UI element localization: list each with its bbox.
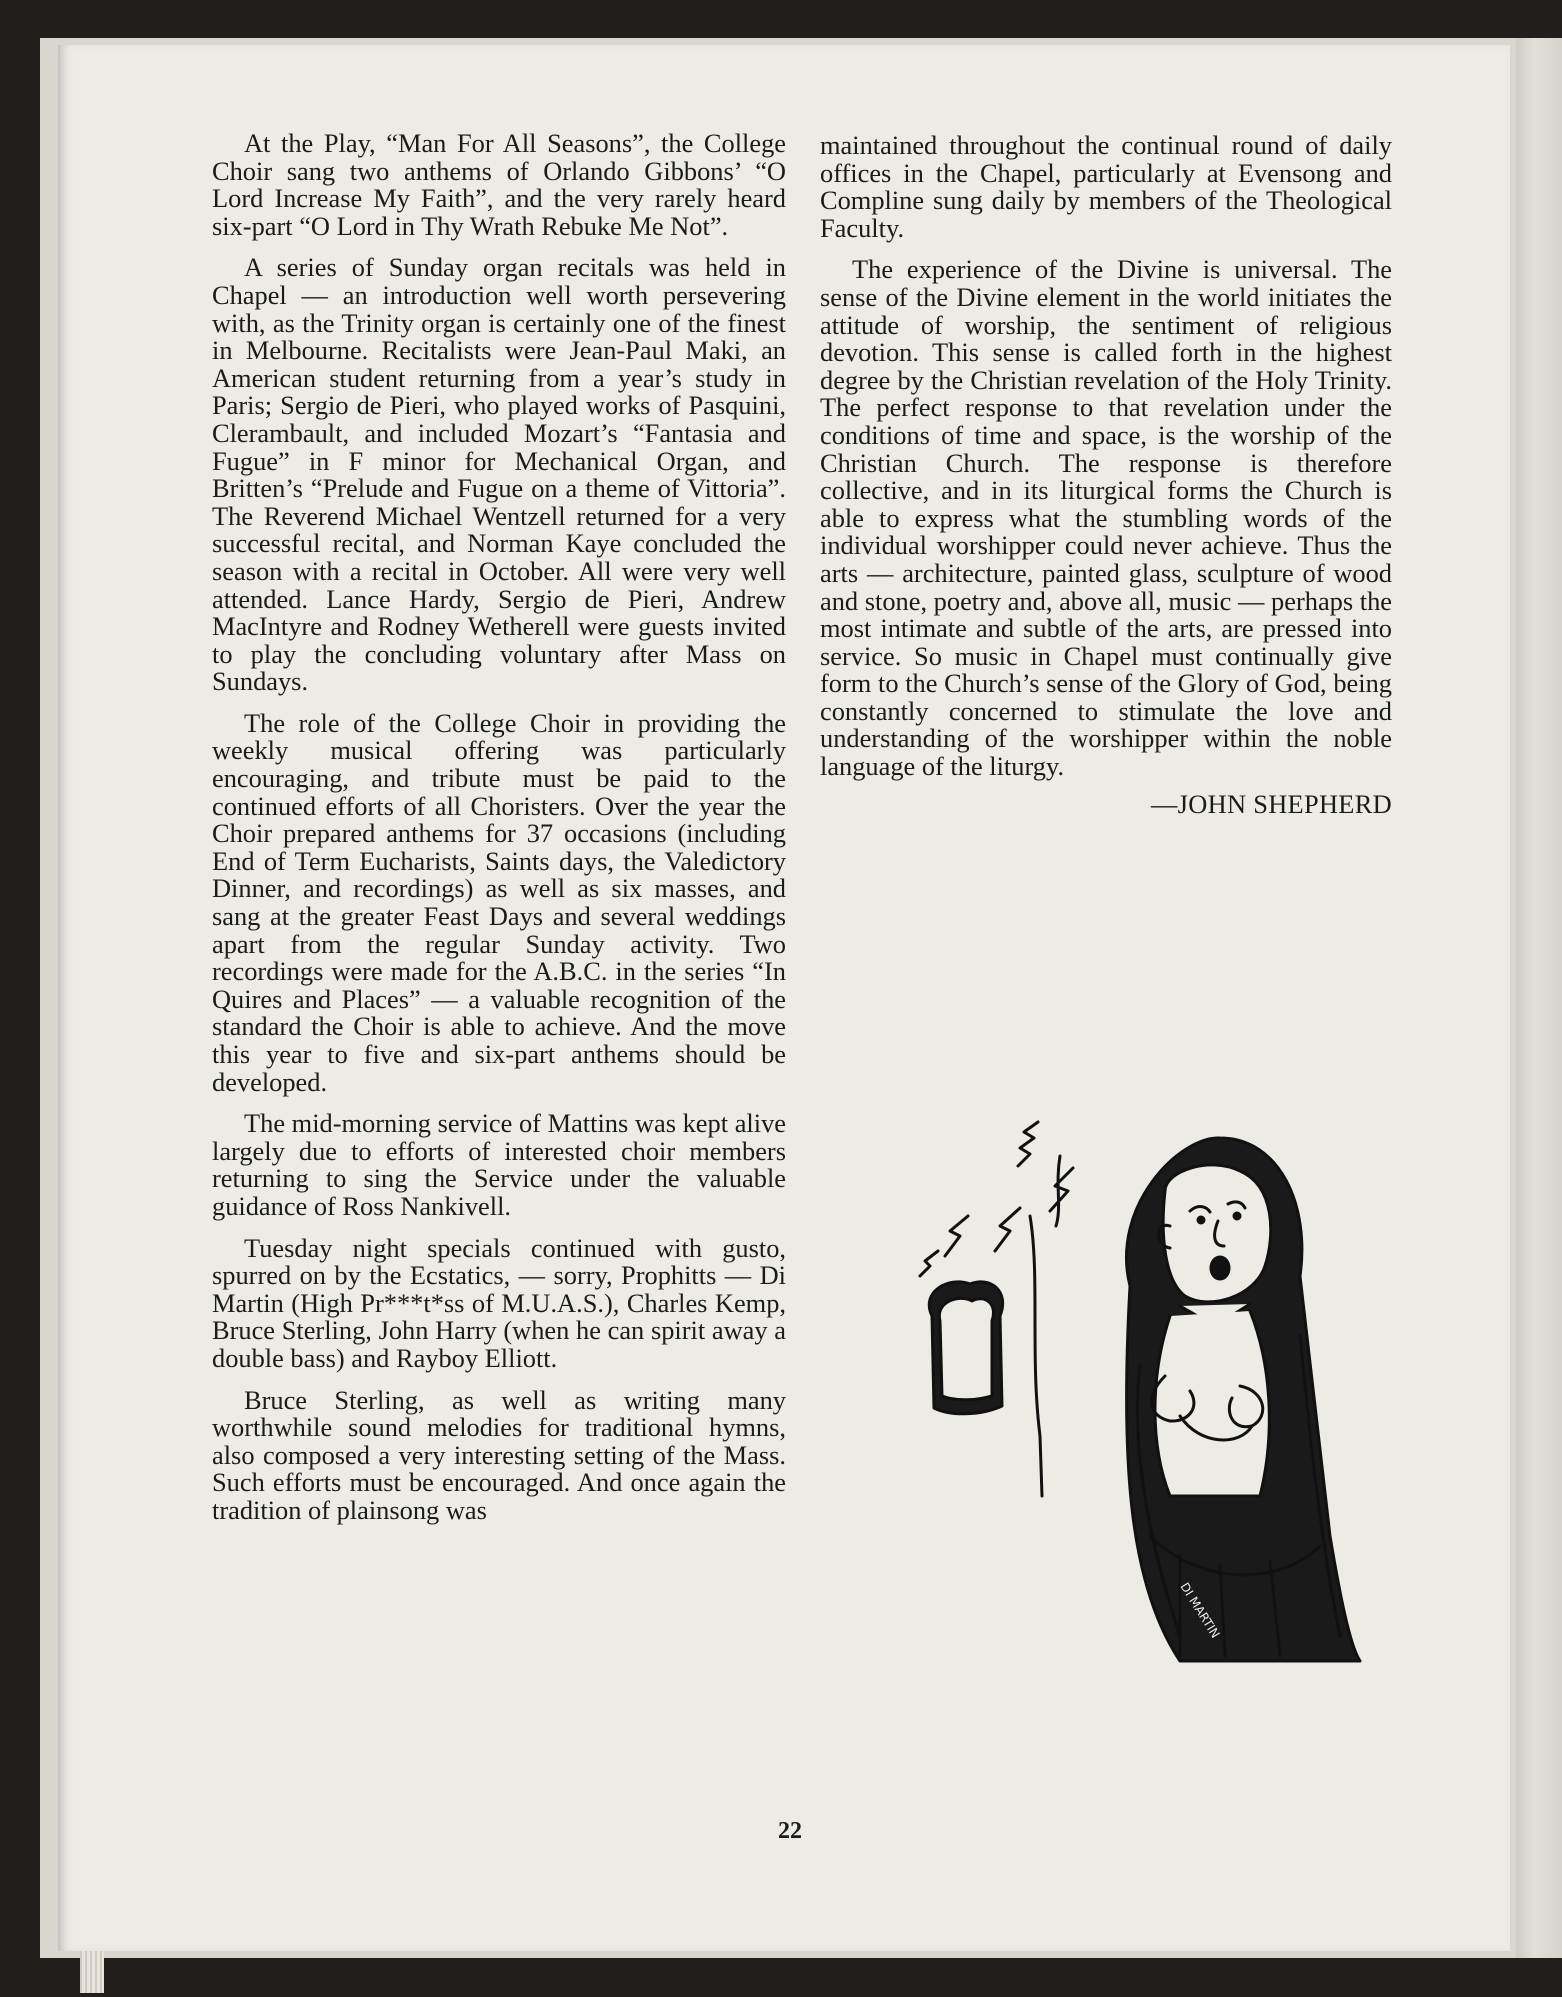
author-signature: —JOHN SHEPHERD	[1150, 788, 1392, 819]
left-column	[212, 130, 786, 1539]
right-column	[820, 132, 1392, 818]
robe-inscription: DI MARTIN	[1177, 1580, 1223, 1641]
paragraph: The experience of the Divine is universal. The sense of the Divine element in the world initiates the attitude of worship, the sentiment of religious devotion. This sense is called forth in the highest degree by the Christian revelation of the Holy Trinity. The perfect response to that revelation under the conditions of time and space, is the worship of the Christian Church. The response is therefore collective, and in its liturgical forms the Church is able to express what the stumbling words of the individual worshipper could never achieve. Thus the arts — architecture, painted glass, sculpture of wood and stone, poetry and, above all, music — perhaps the most intimate and subtle of the arts, are pressed into service. So music in Chapel must continually give form to the Church’s sense of the Glory of God, being constantly concerned to stimulate the love and understanding of the worshipper within the noble language of the liturgy.	[820, 254, 1392, 782]
facing-page-edge	[1516, 38, 1562, 1958]
paragraph: The mid-morning service of Mattins was kept alive largely due to efforts of interested choir members returning to sing the Service under the valuable guidance of Ross Nankivell.	[212, 1108, 786, 1221]
cartoon-choirboy-with-toast-icon	[880, 1116, 1400, 1676]
paragraph: Tuesday night specials continued with gusto, spurred on by the Ecstatics, — sorry, Prophitts — Di Martin (High Pr***t*ss of M.U.A.S.), Charles Kemp, Bruce Sterling, John Harry (when he can spirit away a double bass) and Rayboy Elliott.	[212, 1232, 786, 1373]
paragraph-continued: maintained throughout the continual round of daily offices in the Chapel, particularly at Evensong and Compline sung daily by members of the Theological Faculty.	[820, 130, 1392, 243]
paragraph: A series of Sunday organ recitals was held in Chapel — an introduction well worth persevering with, as the Trinity organ is certainly one of the finest in Melbourne. Recitalists were Jean-Paul Maki, an American student returning from a year’s study in Paris; Sergio de Pieri, who played works of Pasquini, Clerambault, and included Mozart’s “Fantasia and Fugue” in F minor for Mechanical Organ, and Britten’s “Prelude and Fugue on a theme of Vittoria”. The Reverend Michael Wentzell returned for a very successful recital, and Norman Kaye concluded the season with a recital in October. All were very well attended. Lance Hardy, Sergio de Pieri, Andrew MacIntyre and Rodney Wetherell were guests invited to play the concluding voluntary after Mass on Sundays.	[212, 252, 786, 697]
paragraph: The role of the College Choir in providing the weekly musical offering was particularly encouraging, and tribute must be paid to the continued efforts of all Choristers. Over the year the Choir prepared anthems for 37 occasions (including End of Term Eucharists, Saints days, the Valedictory Dinner, and recordings) as well as six masses, and sang at the greater Feast Days and several weddings apart from the regular Sunday activity. Two recordings were made for the A.B.C. in the series “In Quires and Places” — a valuable recognition of the standard the Choir is able to achieve. And the move this year to five and six-part anthems should be developed.	[212, 707, 786, 1097]
page-number: 22	[778, 1818, 802, 1844]
paragraph: Bruce Sterling, as well as writing many worthwhile sound melodies for traditional hymns, also composed a very interesting setting of the Mass. Such efforts must be encouraged. And once again the tradition of plainsong was	[212, 1384, 786, 1525]
paragraph: At the Play, “Man For All Seasons”, the College Choir sang two anthems of Orlando Gibbons’ “O Lord Increase My Faith”, and the very rarely heard six-part “O Lord in Thy Wrath Rebuke Me Not”.	[212, 128, 786, 241]
